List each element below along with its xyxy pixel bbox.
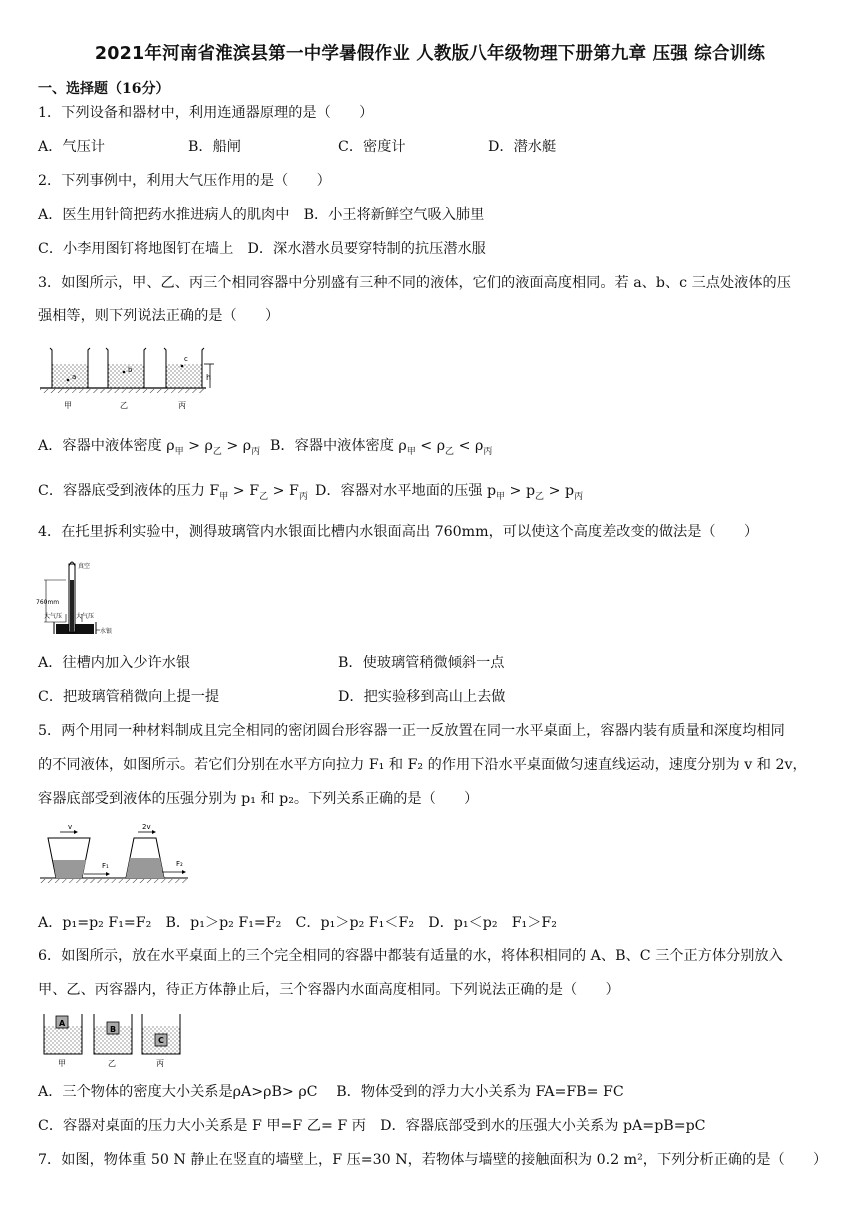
q2-stem: 2．下列事例中，利用大气压作用的是（ ）: [38, 173, 331, 189]
air-pressure-label-right: 大气压: [76, 613, 95, 620]
q4-stem: 4．在托里拆利实验中，测得玻璃管内水银面比槽内水银面高出 760mm，可以使这个高度差改变的做法是（ ）: [38, 524, 759, 540]
container-label-jia: 甲: [58, 1059, 66, 1068]
container-label-jia: 甲: [64, 401, 72, 410]
mercury-label: 水银: [100, 628, 113, 635]
q3-stem-line1: 3．如图所示，甲、乙、丙三个相同容器中分别盛有三种不同的液体，它们的液面高度相同。若 a、b、c 三点处液体的压: [38, 275, 791, 291]
container-label-bing: 丙: [156, 1059, 164, 1068]
q7-stem: 7．如图，物体重 50 N 静止在竖直的墙壁上，F 压=30 N，若物体与墙壁的接触面积为 0.2 m²，下列分析正确的是（ ）: [38, 1152, 828, 1168]
q5-stem-line3: 容器底部受到液体的压强分别为 p₁ 和 p₂。下列关系正确的是（ ）: [38, 791, 479, 807]
point-b-label: b: [128, 366, 133, 374]
q1-option-a: A．气压计: [38, 139, 105, 155]
q6-stem-line2: 甲、乙、丙容器内，待正方体静止后，三个容器内水面高度相同。下列说法正确的是（ ）: [38, 982, 620, 998]
cube-c-label: C: [158, 1036, 164, 1045]
point-c-marker: [181, 365, 184, 368]
q5-stem-line1: 5．两个用同一种材料制成且完全相同的密闭圆台形容器一正一反放置在同一水平桌面上，容器内装有质量和深度均相同: [38, 723, 785, 739]
q5-frustum-figure: [38, 822, 198, 890]
q4-option-d: D．把实验移到高山上去做: [338, 689, 506, 705]
q4-option-c: C．把玻璃管稍微向上提一提: [38, 689, 220, 705]
q6-options-cd: C．容器对桌面的压力大小关系是 F 甲=F 乙= F 丙 D．容器底部受到水的压强大小关系为 pA=pB=pC: [38, 1118, 706, 1134]
q5-options: A．p₁=p₂ F₁=F₂ B．p₁＞p₂ F₁=F₂ C．p₁＞p₂ F₁＜F₂ D．p₁＜p₂ F₁＞F₂: [38, 915, 557, 931]
force-f2-label: F₂: [176, 860, 183, 868]
q3-option-a: A．容器中液体密度 $\rho_甲 > \rho_乙 > \rho_丙$: [38, 438, 261, 457]
q3-option-d: D．容器对水平地面的压强 $p_甲 > p_乙 > p_丙$: [315, 483, 584, 502]
container-label-yi: 乙: [120, 401, 128, 410]
q4-option-a: A．往槽内加入少许水银: [38, 655, 191, 671]
container-label-bing: 丙: [178, 401, 186, 410]
point-a-marker: [67, 379, 70, 382]
vacuum-label: 真空: [78, 563, 91, 570]
q3-containers-figure: [38, 342, 228, 412]
q3-option-b: B．容器中液体密度 $\rho_甲 < \rho_乙 < \rho_丙$: [270, 438, 493, 457]
q1-option-c: C．密度计: [338, 139, 406, 155]
q3-stem-line2: 强相等，则下列说法正确的是（ ）: [38, 308, 280, 324]
cube-a-label: A: [59, 1019, 66, 1028]
cube-b-label: B: [110, 1025, 117, 1034]
q4-torricelli-figure: [36, 556, 126, 642]
q6-stem-line1: 6．如图所示，放在水平桌面上的三个完全相同的容器中都装有适量的水，将体积相同的 A、B、C 三个正方体分别放入: [38, 948, 783, 964]
container-label-yi: 乙: [108, 1059, 116, 1068]
q3-option-c: C．容器底受到液体的压力 $F_甲 > F_乙 > F_丙$: [38, 483, 308, 502]
speed-2v-label: 2v: [142, 823, 151, 831]
point-b-marker: [123, 371, 126, 374]
q1-option-b: B．船闸: [188, 139, 241, 155]
q6-options-ab: A．三个物体的密度大小关系是ρA>ρB> ρC B．物体受到的浮力大小关系为 FA=FB= FC: [38, 1084, 624, 1100]
q2-options-ab: A．医生用针筒把药水推进病人的肌肉中 B．小王将新鲜空气吸入肺里: [38, 207, 485, 223]
height-760mm-label: 760mm: [36, 599, 60, 606]
q6-cubes-figure: [38, 1012, 198, 1072]
q5-stem-line2: 的不同液体，如图所示。若它们分别在水平方向拉力 F₁ 和 F₂ 的作用下沿水平桌面做匀速直线运动，速度分别为 v 和 2v，: [38, 757, 807, 773]
force-f1-label: F₁: [102, 862, 109, 870]
air-pressure-label-left: 大气压: [44, 613, 63, 620]
point-c-label: c: [184, 355, 188, 363]
section-heading: 一、选择题（16分）: [38, 81, 170, 97]
q4-option-b: B．使玻璃管稍微倾斜一点: [338, 655, 505, 671]
page-title: 2021年河南省淮滨县第一中学暑假作业 人教版八年级物理下册第九章 压强 综合训练: [94, 44, 766, 64]
q2-options-cd: C．小李用图钉将地图钉在墙上 D．深水潜水员要穿特制的抗压潜水服: [38, 241, 486, 257]
q1-stem: 1．下列设备和器材中，利用连通器原理的是（ ）: [38, 105, 374, 121]
point-a-label: a: [72, 373, 77, 381]
q1-option-d: D．潜水艇: [488, 139, 557, 155]
height-h-label: h: [206, 373, 212, 382]
speed-v-label: v: [68, 823, 73, 831]
